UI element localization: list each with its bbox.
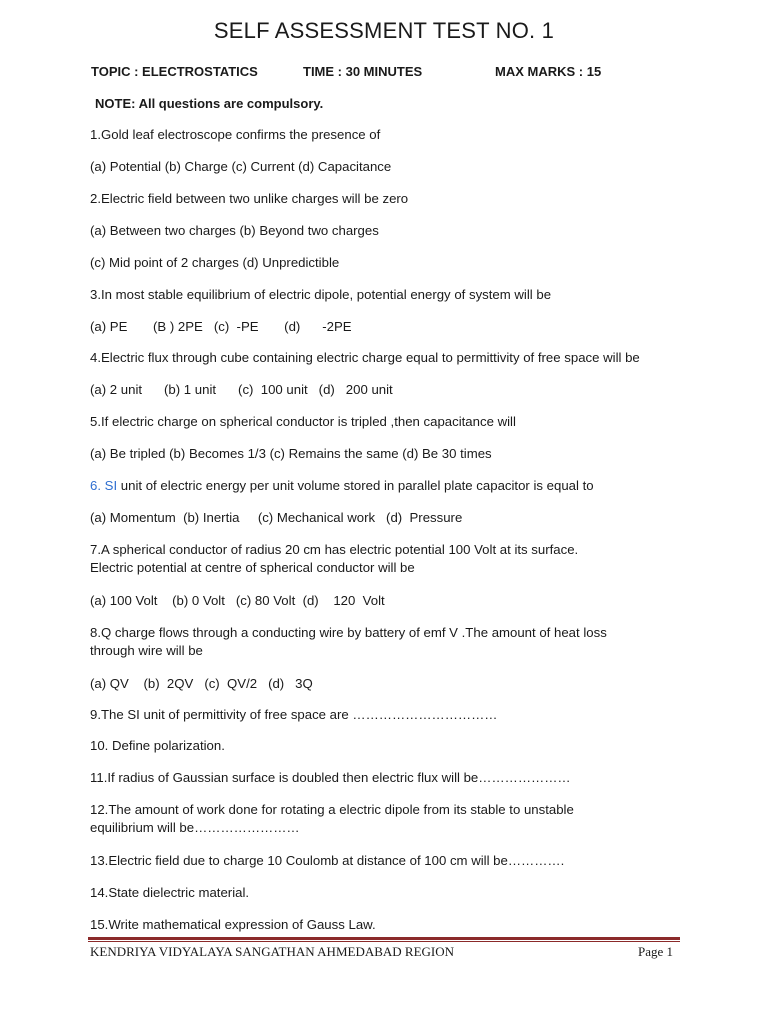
question-line: 10. Define polarization. [90,738,225,753]
topic-label: TOPIC : ELECTROSTATICS [91,64,258,79]
question-line: equilibrium will be…………………… [90,820,300,835]
question-line: 12.The amount of work done for rotating a electric dipole from its stable to unstable [90,802,574,817]
footer-school-name: KENDRIYA VIDYALAYA SANGATHAN AHMEDABAD REGION [90,944,455,959]
question-line: (a) Be tripled (b) Becomes 1/3 (c) Remains the same (d) Be 30 times [90,446,492,461]
max-marks-label: MAX MARKS : 15 [495,64,602,79]
footer-divider [88,937,680,940]
question-line: (a) QV (b) 2QV (c) QV/2 (d) 3Q [90,676,313,691]
footer-divider-thin [88,941,680,942]
question-line: 2.Electric field between two unlike charges will be zero [90,191,409,206]
question-line: (a) Potential (b) Charge (c) Current (d) Capacitance [90,159,392,174]
question-line: (a) PE (B ) 2PE (c) -PE (d) -2PE [90,319,352,334]
question-line: 8.Q charge flows through a conducting wire by battery of emf V .The amount of heat loss [90,625,607,640]
question-line: through wire will be [90,643,203,658]
question-line: 14.State dielectric material. [90,885,250,900]
question-line: (a) 2 unit (b) 1 unit (c) 100 unit (d) 200 unit [90,382,393,397]
question-line: 5.If electric charge on spherical conductor is tripled ,then capacitance will [90,414,516,429]
question-line: 9.The SI unit of permittivity of free space are …………………………… [90,707,498,722]
question-line: 3.In most stable equilibrium of electric dipole, potential energy of system will be [90,287,552,302]
question-line: 4.Electric flux through cube containing electric charge equal to permittivity of free space will be [90,350,640,365]
question-line-6 [90,477,594,495]
question-line: (a) 100 Volt (b) 0 Volt (c) 80 Volt (d) 120 Volt [90,593,385,608]
page-number: Page 1 [638,944,674,959]
question-line: 13.Electric field due to charge 10 Coulomb at distance of 100 cm will be…………. [90,853,565,868]
note-text: NOTE: All questions are compulsory. [95,96,324,111]
question-prefix: 6. SI [90,478,118,493]
time-label: TIME : 30 MINUTES [303,64,423,79]
question-line: (a) Between two charges (b) Beyond two charges [90,223,379,238]
question-line: 11.If radius of Gaussian surface is doubled then electric flux will be………………… [90,770,571,785]
question-line: (c) Mid point of 2 charges (d) Unpredictible [90,255,340,270]
question-line: (a) Momentum (b) Inertia (c) Mechanical work (d) Pressure [90,510,463,525]
question-text: unit of electric energy per unit volume stored in parallel plate capacitor is equal to [117,478,594,493]
question-line: Electric potential at centre of spherical conductor will be [90,560,415,575]
question-line: 1.Gold leaf electroscope confirms the presence of [90,127,381,142]
question-line: 15.Write mathematical expression of Gauss Law. [90,917,376,932]
page-title: SELF ASSESSMENT TEST NO. 1 [213,18,555,43]
question-line: 7.A spherical conductor of radius 20 cm has electric potential 100 Volt at its surface. [90,542,579,557]
